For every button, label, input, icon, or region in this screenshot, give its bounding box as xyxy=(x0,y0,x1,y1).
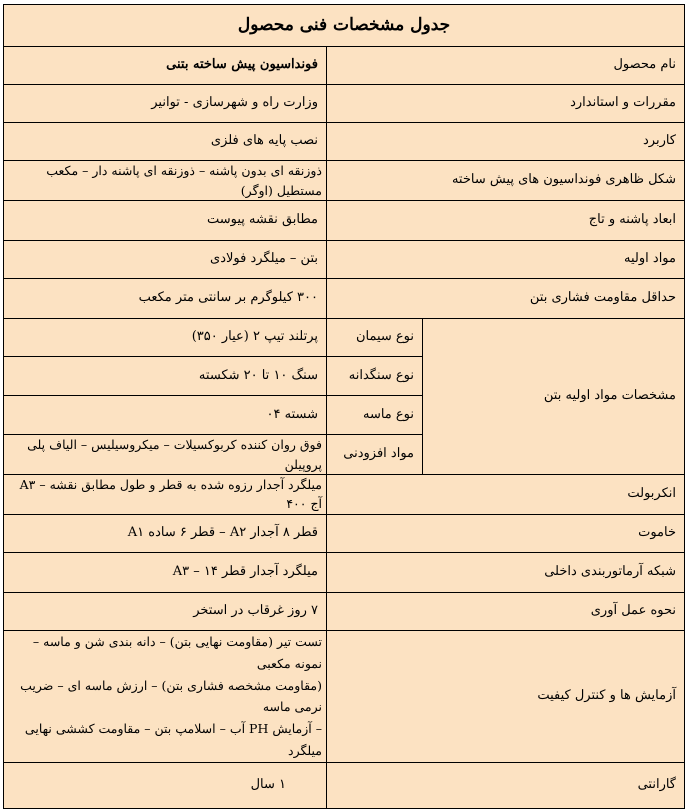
row-label-standard: مقررات و استاندارد xyxy=(327,85,685,123)
row-value-rebar-mesh: میلگرد آجدار قطر ۱۴ – A۳ xyxy=(4,552,327,592)
row-label-qc: آزمایش ها و کنترل کیفیت xyxy=(327,630,685,762)
table-row xyxy=(4,123,685,161)
row-label-raw-materials: مواد اولیه xyxy=(327,241,685,279)
row-label-materials: مشخصات مواد اولیه بتن xyxy=(423,319,685,475)
row-value-raw-materials: بتن – میلگرد فولادی xyxy=(4,241,327,279)
row-label-product-name: نام محصول xyxy=(327,47,685,85)
row-value-shape: ذوزنقه ای بدون پاشنه – ذوزنقه ای پاشنه دار – مکعب مستطیل (اوگر) xyxy=(4,161,327,201)
row-label-strength: حداقل مقاومت فشاری بتن xyxy=(327,279,685,319)
row-value-dimensions: مطابق نقشه پیوست xyxy=(4,201,327,241)
row-label-stirrup: خاموت xyxy=(327,514,685,552)
table-title: جدول مشخصات فنی محصول xyxy=(4,5,685,47)
table-row xyxy=(4,161,685,201)
row-label-dimensions: ابعاد پاشنه و تاج xyxy=(327,201,685,241)
table-row xyxy=(4,85,685,123)
sub-label-aggregate: نوع سنگدانه xyxy=(327,357,423,396)
sub-label-cement: نوع سیمان xyxy=(327,319,423,357)
row-label-shape: شکل ظاهری فونداسیون های پیش ساخته xyxy=(327,161,685,201)
table-title-row xyxy=(4,5,685,47)
row-value-anchor-bolt: میلگرد آجدار رزوه شده به قطر و طول مطابق نقشه – A۳ آج ۴۰۰ xyxy=(4,475,327,515)
table-row xyxy=(4,241,685,279)
table-row xyxy=(4,201,685,241)
row-value-usage: نصب پایه های فلزی xyxy=(4,123,327,161)
qc-line: – آزمایش PH آب – اسلامپ بتن – مقاومت کششی نهایی میلگرد xyxy=(24,721,322,759)
qc-line: تست تیر (مقاومت نهایی بتن) – دانه بندی شن و ماسه – نمونه مکعبی xyxy=(32,633,322,671)
table-row xyxy=(4,319,685,357)
row-label-curing: نحوه عمل آوری xyxy=(327,592,685,630)
row-value-warranty: ۱ سال xyxy=(4,763,327,809)
table-row xyxy=(4,592,685,630)
row-label-warranty: گارانتی xyxy=(327,763,685,809)
table-row xyxy=(4,47,685,85)
sub-label-additives: مواد افزودنی xyxy=(327,435,423,475)
row-label-usage: کاربرد xyxy=(327,123,685,161)
table-row xyxy=(4,279,685,319)
table-row xyxy=(4,763,685,809)
sub-value-cement: پرتلند تیپ ۲ (عیار ۳۵۰) xyxy=(4,319,327,357)
row-value-qc xyxy=(4,630,327,762)
table-row xyxy=(4,630,685,762)
qc-line: (مقاومت مشخصه فشاری بتن) – ارزش ماسه ای – ضریب نرمی ماسه xyxy=(20,677,322,715)
row-value-product-name: فونداسیون پیش ساخته بتنی xyxy=(4,47,327,85)
table-row xyxy=(4,475,685,515)
row-value-strength: ۳۰۰ کیلوگرم بر سانتی متر مکعب xyxy=(4,279,327,319)
sub-value-sand: شسته ۰۴ xyxy=(4,396,327,435)
sub-label-sand: نوع ماسه xyxy=(327,396,423,435)
sub-value-aggregate: سنگ ۱۰ تا ۲۰ شکسته xyxy=(4,357,327,396)
sub-value-additives: فوق روان کننده کربوکسیلات – میکروسیلیس – الیاف پلی پروپیلن xyxy=(4,435,327,475)
row-value-curing: ۷ روز غرقاب در استخر xyxy=(4,592,327,630)
row-value-stirrup: قطر ۸ آجدار A۲ – قطر ۶ ساده A۱ xyxy=(4,514,327,552)
row-value-standard: وزارت راه و شهرسازی - توانیر xyxy=(4,85,327,123)
row-label-rebar-mesh: شبکه آرماتوربندی داخلی xyxy=(327,552,685,592)
row-label-anchor-bolt: انکربولت xyxy=(327,475,685,515)
spec-table xyxy=(3,4,685,809)
table-row xyxy=(4,514,685,552)
table-row xyxy=(4,552,685,592)
